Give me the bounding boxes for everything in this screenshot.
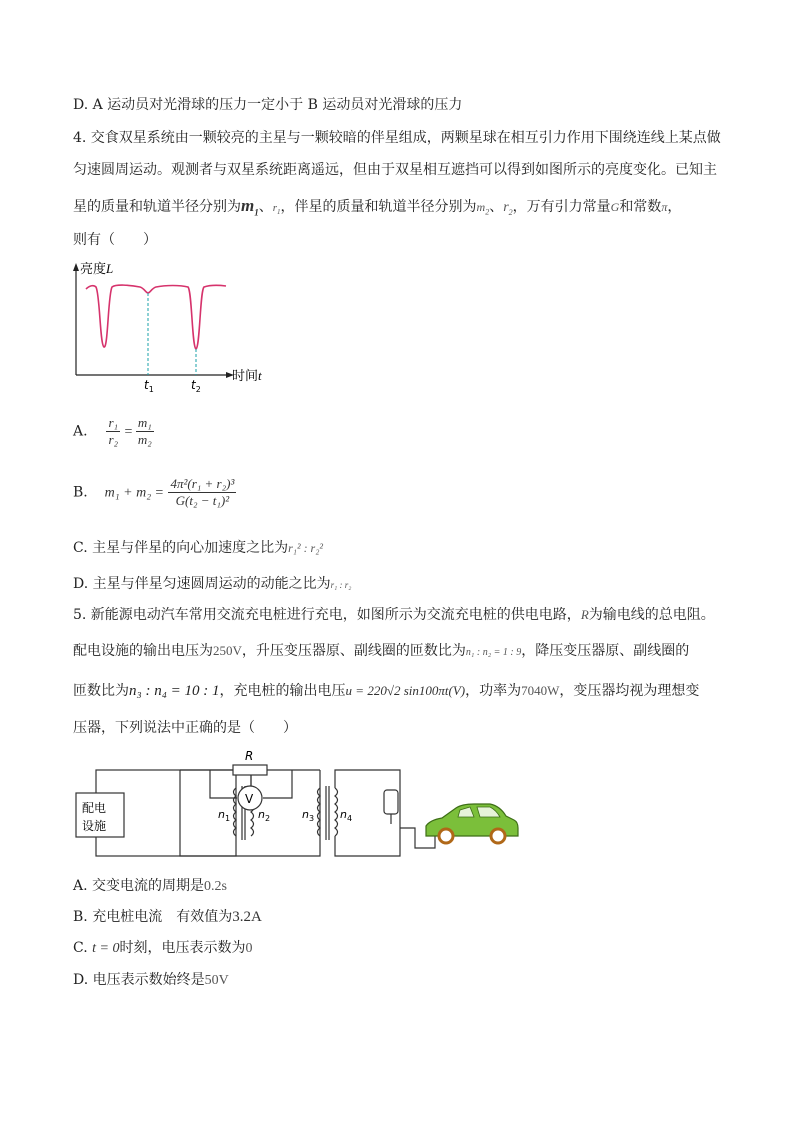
option-b-value: 3.2A bbox=[232, 909, 262, 925]
q4-option-c: C. 主星与伴星的向心加速度之比为r₁² : r₂² bbox=[73, 540, 323, 556]
q5-stem-line4: 压器，下列说法中正确的是（ ） bbox=[73, 720, 297, 736]
q4-option-a: A. $\frac{\text{r₁}}{\text{r₂}}$ = $\frac{\text{m₁}}{\text{m₂}}$ bbox=[73, 415, 152, 447]
x-axis-label: 时间t bbox=[232, 368, 262, 384]
q4-m1: $m_1$ bbox=[241, 196, 259, 218]
q4-r1: $r_1$ bbox=[272, 202, 281, 217]
brightness-curve bbox=[86, 285, 226, 349]
n1-label: $n_1$ bbox=[218, 808, 231, 823]
q3-option-d: D. A 运动员对光滑球的压力一定小于 B 运动员对光滑球的压力 bbox=[73, 97, 463, 113]
resistor-R bbox=[233, 765, 267, 775]
q4-text: ，万有引力常量 bbox=[512, 199, 611, 215]
q4-sep: 、 bbox=[489, 199, 504, 215]
y-axis-label: 亮度L bbox=[80, 261, 114, 277]
fraction-b: $\frac{\text{4π²(r₁ + r₂)³}}{\text{G(t₂ − t₁)²}}$ bbox=[170, 476, 235, 508]
charging-pile bbox=[384, 790, 398, 814]
coil-n3 bbox=[318, 788, 321, 836]
q5-stem-line3: 匝数比为n₃ : n₄ = 10 : 1，充电桩的输出电压u = 220√2 sin100πt(V)，功率为7040W，变压器均视为理想变 bbox=[73, 683, 700, 699]
resistor-label: R bbox=[245, 749, 254, 763]
q5-ratio-1: n₁ : n₂ = 1 : 9 bbox=[465, 647, 522, 658]
q4-text: ， bbox=[667, 199, 682, 215]
option-b-lhs: m₁ + m₂ = bbox=[104, 485, 165, 501]
q4-text: 和常数 bbox=[619, 199, 662, 215]
y-axis-arrow bbox=[73, 263, 79, 271]
q4-stem-line4: 则有（ ） bbox=[73, 232, 157, 248]
q4-stem-line3 bbox=[73, 196, 681, 223]
q5-voltage: 250V bbox=[213, 643, 242, 658]
q5-R: R bbox=[580, 607, 589, 622]
q5-option-c: C. t = 0时刻，电压表示数为0 bbox=[73, 940, 253, 956]
option-c-math: r₁² : r₂² bbox=[288, 541, 323, 555]
coil-n1 bbox=[234, 788, 237, 836]
fraction-r: $\frac{\text{r₁}}{\text{r₂}}$ bbox=[108, 415, 119, 447]
circuit-diagram bbox=[70, 748, 530, 863]
n3-label: $n_3$ bbox=[302, 808, 315, 823]
electric-car bbox=[426, 804, 518, 843]
q5-option-b: B. 充电桩电流 有效值为3.2A bbox=[73, 909, 262, 925]
t2-label: $t_2$ bbox=[191, 378, 201, 394]
q4-text: 星的质量和轨道半径分别为 bbox=[73, 199, 241, 215]
option-d-value: 50V bbox=[204, 973, 229, 988]
option-d-math: r₁ : r₂ bbox=[330, 580, 352, 590]
q4-option-d: D. 主星与伴星匀速圆周运动的动能之比为r₁ : r₂ bbox=[73, 576, 352, 592]
q4-G: G bbox=[610, 200, 620, 214]
q4-stem-line2: 匀速圆周运动。观测者与双星系统距离遥远，但由于双星相互遮挡可以得到如图所示的亮度变化。已知主 bbox=[73, 162, 717, 178]
voltmeter-label: V bbox=[245, 792, 254, 806]
q4-stem-line1: 4. 交食双星系统由一颗较亮的主星与一颗较暗的伴星组成，两颗星球在相互引力作用下围绕连线上某点做 bbox=[73, 130, 721, 146]
q4-pi: π bbox=[661, 200, 668, 214]
supply-label-1: 配电 bbox=[82, 801, 107, 815]
option-a-value: 0.2s bbox=[204, 879, 227, 894]
t1-label: $t_1$ bbox=[144, 378, 154, 394]
q5-ratio-2: n₃ : n₄ = 10 : 1 bbox=[129, 683, 220, 699]
option-label: A. bbox=[73, 423, 88, 440]
q4-r2: $r_2$ bbox=[503, 200, 513, 217]
q5-stem-line1: 5. 新能源电动汽车常用交流充电桩进行充电，如图所示为交流充电桩的供电电路，R为输电线的总电阻。 bbox=[73, 607, 715, 623]
n2-label: $n_2$ bbox=[258, 808, 271, 823]
q4-sep: 、 bbox=[258, 199, 273, 215]
q5-stem-line2: 配电设施的输出电压为250V，升压变压器原、副线圈的匝数比为n₁ : n₂ = 1 : 9，降压变压器原、副线圈的 bbox=[73, 643, 690, 659]
coil-n4 bbox=[335, 788, 338, 836]
n4-label: $n_4$ bbox=[340, 808, 353, 823]
supply-label-2: 设施 bbox=[82, 819, 107, 833]
option-c-time: t = 0 bbox=[92, 941, 120, 956]
option-label: B. bbox=[73, 484, 88, 501]
q4-option-b bbox=[73, 476, 236, 509]
brightness-graph bbox=[60, 255, 300, 395]
q5-power: 7040W bbox=[521, 683, 560, 698]
q5-option-a: A. 交变电流的周期是0.2s bbox=[73, 878, 227, 894]
option-c-value: 0 bbox=[245, 941, 253, 956]
q4-m2: $m_2$ bbox=[476, 200, 490, 217]
q5-u-expr: u = 220√2 sin100πt(V) bbox=[345, 683, 466, 698]
q5-option-d: D. 电压表示数始终是50V bbox=[73, 972, 229, 988]
fraction-m: $\frac{\text{m₁}}{\text{m₂}}$ bbox=[137, 415, 152, 447]
q4-text: ，伴星的质量和轨道半径分别为 bbox=[280, 199, 477, 215]
